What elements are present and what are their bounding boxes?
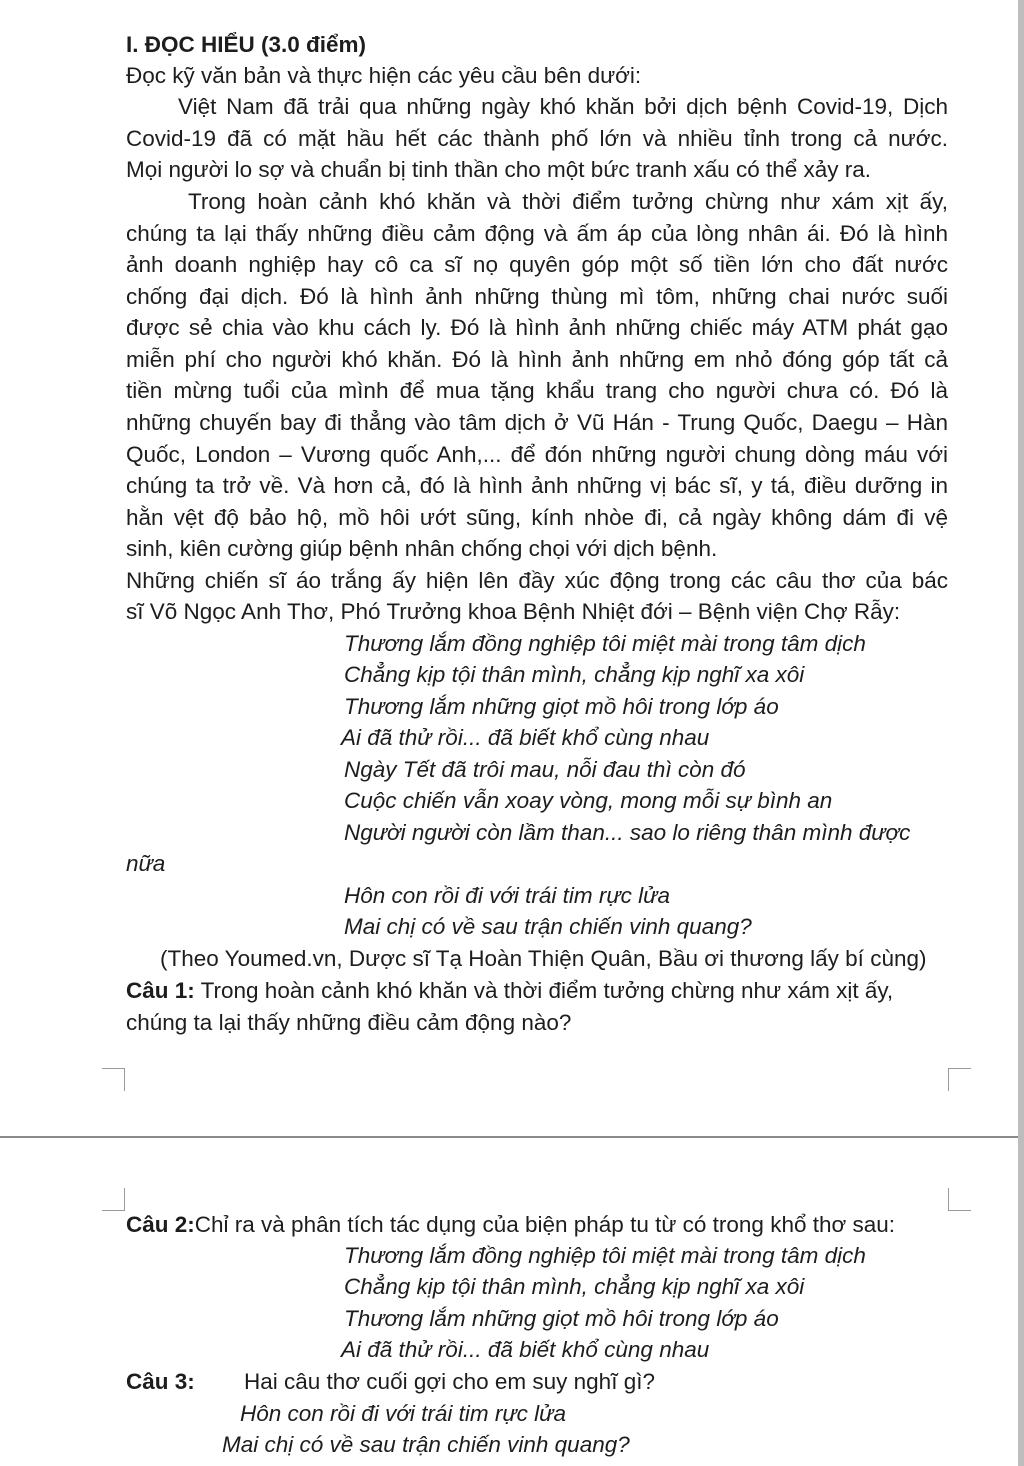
page-break bbox=[0, 1136, 1018, 1138]
poem-line: Thương lắm những giọt mồ hôi trong lớp áo bbox=[344, 694, 779, 719]
passage-line: chống đại dịch. Đó là hình ảnh những thùng mì tôm, những chai nước suối bbox=[126, 284, 948, 309]
page-corner-mark bbox=[948, 1068, 971, 1091]
source-citation: (Theo Youmed.vn, Dược sĩ Tạ Hoàn Thiện Quân, Bầu ơi thương lấy bí cùng) bbox=[160, 946, 927, 971]
passage-line: ảnh doanh nghiệp hay cô ca sĩ nọ quyên góp một số tiền lớn cho đất nước bbox=[126, 252, 948, 277]
poem-line: Ai đã thử rồi... đã biết khổ cùng nhau bbox=[341, 725, 710, 750]
poem-line: Thương lắm đồng nghiệp tôi miệt mài trong tâm dịch bbox=[344, 631, 866, 656]
question-1-label: Câu 1: bbox=[126, 978, 195, 1003]
poem-line: Chẳng kịp tội thân mình, chẳng kịp nghĩ xa xôi bbox=[344, 662, 805, 687]
poem-line: Hôn con rồi đi với trái tim rực lửa bbox=[344, 883, 670, 908]
instruction: Đọc kỹ văn bản và thực hiện các yêu cầu bên dưới: bbox=[126, 63, 642, 88]
section-title: I. ĐỌC HIỂU (3.0 điểm) bbox=[126, 32, 367, 57]
page-corner-mark bbox=[948, 1188, 971, 1211]
passage-line: được sẻ chia vào khu cách ly. Đó là hình ảnh những chiếc máy ATM phát gạo bbox=[126, 315, 948, 340]
passage-line: sinh, kiên cường giúp bệnh nhân chống chọi với dịch bệnh. bbox=[126, 536, 718, 561]
passage-line: chúng ta trở về. Và hơn cả, đó là hình ảnh những vị bác sĩ, y tá, điều dưỡng in bbox=[126, 473, 948, 498]
page-corner-mark bbox=[102, 1188, 125, 1211]
poem-line: Mai chị có về sau trận chiến vinh quang? bbox=[344, 914, 752, 939]
passage-line: miễn phí cho người khó khăn. Đó là hình ảnh những em nhỏ đóng góp tất cả bbox=[126, 347, 948, 372]
poem-line: nữa bbox=[126, 851, 166, 876]
question-2 bbox=[126, 1210, 895, 1240]
q2-poem-line: Thương lắm đồng nghiệp tôi miệt mài trong tâm dịch bbox=[344, 1243, 866, 1268]
passage-line: Quốc, London – Vương quốc Anh,... để đón những người chung dòng máu với bbox=[126, 442, 948, 467]
passage-line: Covid-19 đã có mặt hầu hết các thành phố lớn và nhiều tỉnh trong cả nước. bbox=[126, 126, 948, 151]
q2-poem-line: Chẳng kịp tội thân mình, chẳng kịp nghĩ xa xôi bbox=[344, 1274, 805, 1299]
passage-line: Việt Nam đã trải qua những ngày khó khăn bởi dịch bệnh Covid-19, Dịch bbox=[178, 94, 948, 119]
passage-line: những chuyến bay đi thẳng vào tâm dịch ở Vũ Hán - Trung Quốc, Daegu – Hàn bbox=[126, 410, 948, 435]
passage-line: hằn vệt độ bảo hộ, mồ hôi ướt sũng, kính nhòe đi, cả ngày không dám đi vệ bbox=[126, 505, 948, 530]
passage-line: Trong hoàn cảnh khó khăn và thời điểm tưởng chừng như xám xịt ấy, bbox=[188, 189, 948, 214]
question-1-text: Trong hoàn cảnh khó khăn và thời điểm tưởng chừng như xám xịt ấy, bbox=[194, 978, 894, 1003]
question-2-label: Câu 2: bbox=[126, 1212, 195, 1237]
poem-line: Ngày Tết đã trôi mau, nỗi đau thì còn đó bbox=[344, 757, 746, 782]
page-corner-mark bbox=[102, 1068, 125, 1091]
question-3-label: Câu 3: bbox=[126, 1369, 195, 1394]
question-2-text: Chỉ ra và phân tích tác dụng của biện pháp tu từ có trong khổ thơ sau: bbox=[194, 1212, 896, 1237]
question-1 bbox=[126, 976, 948, 1006]
poem-line: Người người còn lầm than... sao lo riêng thân mình được bbox=[344, 820, 911, 845]
q2-poem-line: Thương lắm những giọt mồ hôi trong lớp áo bbox=[344, 1306, 779, 1331]
passage-line: Mọi người lo sợ và chuẩn bị tinh thần cho một bức tranh xấu có thể xảy ra. bbox=[126, 157, 872, 182]
poem-line: Cuộc chiến vẫn xoay vòng, mong mỗi sự bình an bbox=[344, 788, 833, 813]
question-1-text-cont: chúng ta lại thấy những điều cảm động nào? bbox=[126, 1010, 572, 1035]
q3-poem-line: Mai chị có về sau trận chiến vinh quang? bbox=[222, 1432, 630, 1457]
q3-poem-line: Hôn con rồi đi với trái tim rực lửa bbox=[240, 1401, 566, 1426]
passage-line: Những chiến sĩ áo trắng ấy hiện lên đầy xúc động trong các câu thơ của bác bbox=[126, 568, 948, 593]
q2-poem-line: Ai đã thử rồi... đã biết khổ cùng nhau bbox=[341, 1337, 710, 1362]
passage-line: tiền mừng tuổi của mình để mua tặng khẩu trang cho người chưa có. Đó là bbox=[126, 378, 948, 403]
passage-line: sĩ Võ Ngọc Anh Thơ, Phó Trưởng khoa Bệnh Nhiệt đới – Bệnh viện Chợ Rẫy: bbox=[126, 599, 901, 624]
window-edge bbox=[1018, 0, 1024, 1466]
passage-line: chúng ta lại thấy những điều cảm động và ấm áp của lòng nhân ái. Đó là hình bbox=[126, 221, 948, 246]
question-3-text: Hai câu thơ cuối gợi cho em suy nghĩ gì? bbox=[244, 1369, 655, 1394]
